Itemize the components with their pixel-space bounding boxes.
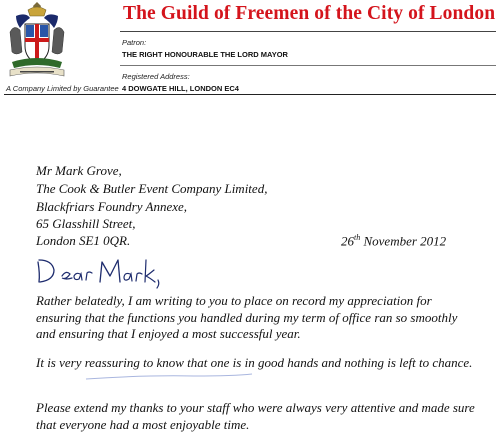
recipient-line-company: The Cook & Butler Event Company Limited,: [36, 181, 268, 196]
pen-mark-decoration: [84, 370, 254, 382]
recipient-line-building: Blackfriars Foundry Annexe,: [36, 199, 188, 214]
header-divider-top: [120, 31, 496, 32]
date-day: 26: [341, 233, 354, 249]
handwritten-salutation: [36, 254, 166, 290]
patron-value: THE RIGHT HONOURABLE THE LORD MAYOR: [122, 50, 288, 59]
company-limited-note: A Company Limited by Guarantee: [6, 84, 119, 93]
guild-crest-logo: [6, 2, 68, 80]
letter-paragraph-reassurance: It is very reassuring to know that one is in good hands and nothing is left to chance.: [36, 355, 473, 370]
date-month-year: November 2012: [363, 233, 447, 249]
date-ordinal-suffix: th: [354, 233, 361, 242]
letter-date: [341, 233, 446, 249]
recipient-line-city: London SE1 0QR.: [36, 233, 131, 248]
letterhead-title: The Guild of Freemen of the City of London: [123, 3, 496, 24]
letter-paragraph-appreciation: Rather belatedly, I am writing to you to place on record my appreciation for ensuring that the functions you handled during my term of office ran so smoothly and ensuring that I enjoyed a most successful year.: [36, 293, 458, 341]
header-divider-mid: [120, 65, 496, 66]
recipient-line-name: Mr Mark Grove,: [36, 163, 122, 178]
registered-address-value: 4 DOWGATE HILL, LONDON EC4: [122, 84, 239, 93]
registered-address-label: Registered Address:: [122, 72, 190, 81]
patron-label: Patron:: [122, 38, 147, 47]
header-divider-bottom: [4, 94, 496, 95]
letter-paragraph-thanks: Please extend my thanks to your staff who were always very attentive and made sure that everyone had a most enjoyable time.: [36, 400, 475, 432]
recipient-line-street: 65 Glasshill Street,: [36, 216, 136, 231]
